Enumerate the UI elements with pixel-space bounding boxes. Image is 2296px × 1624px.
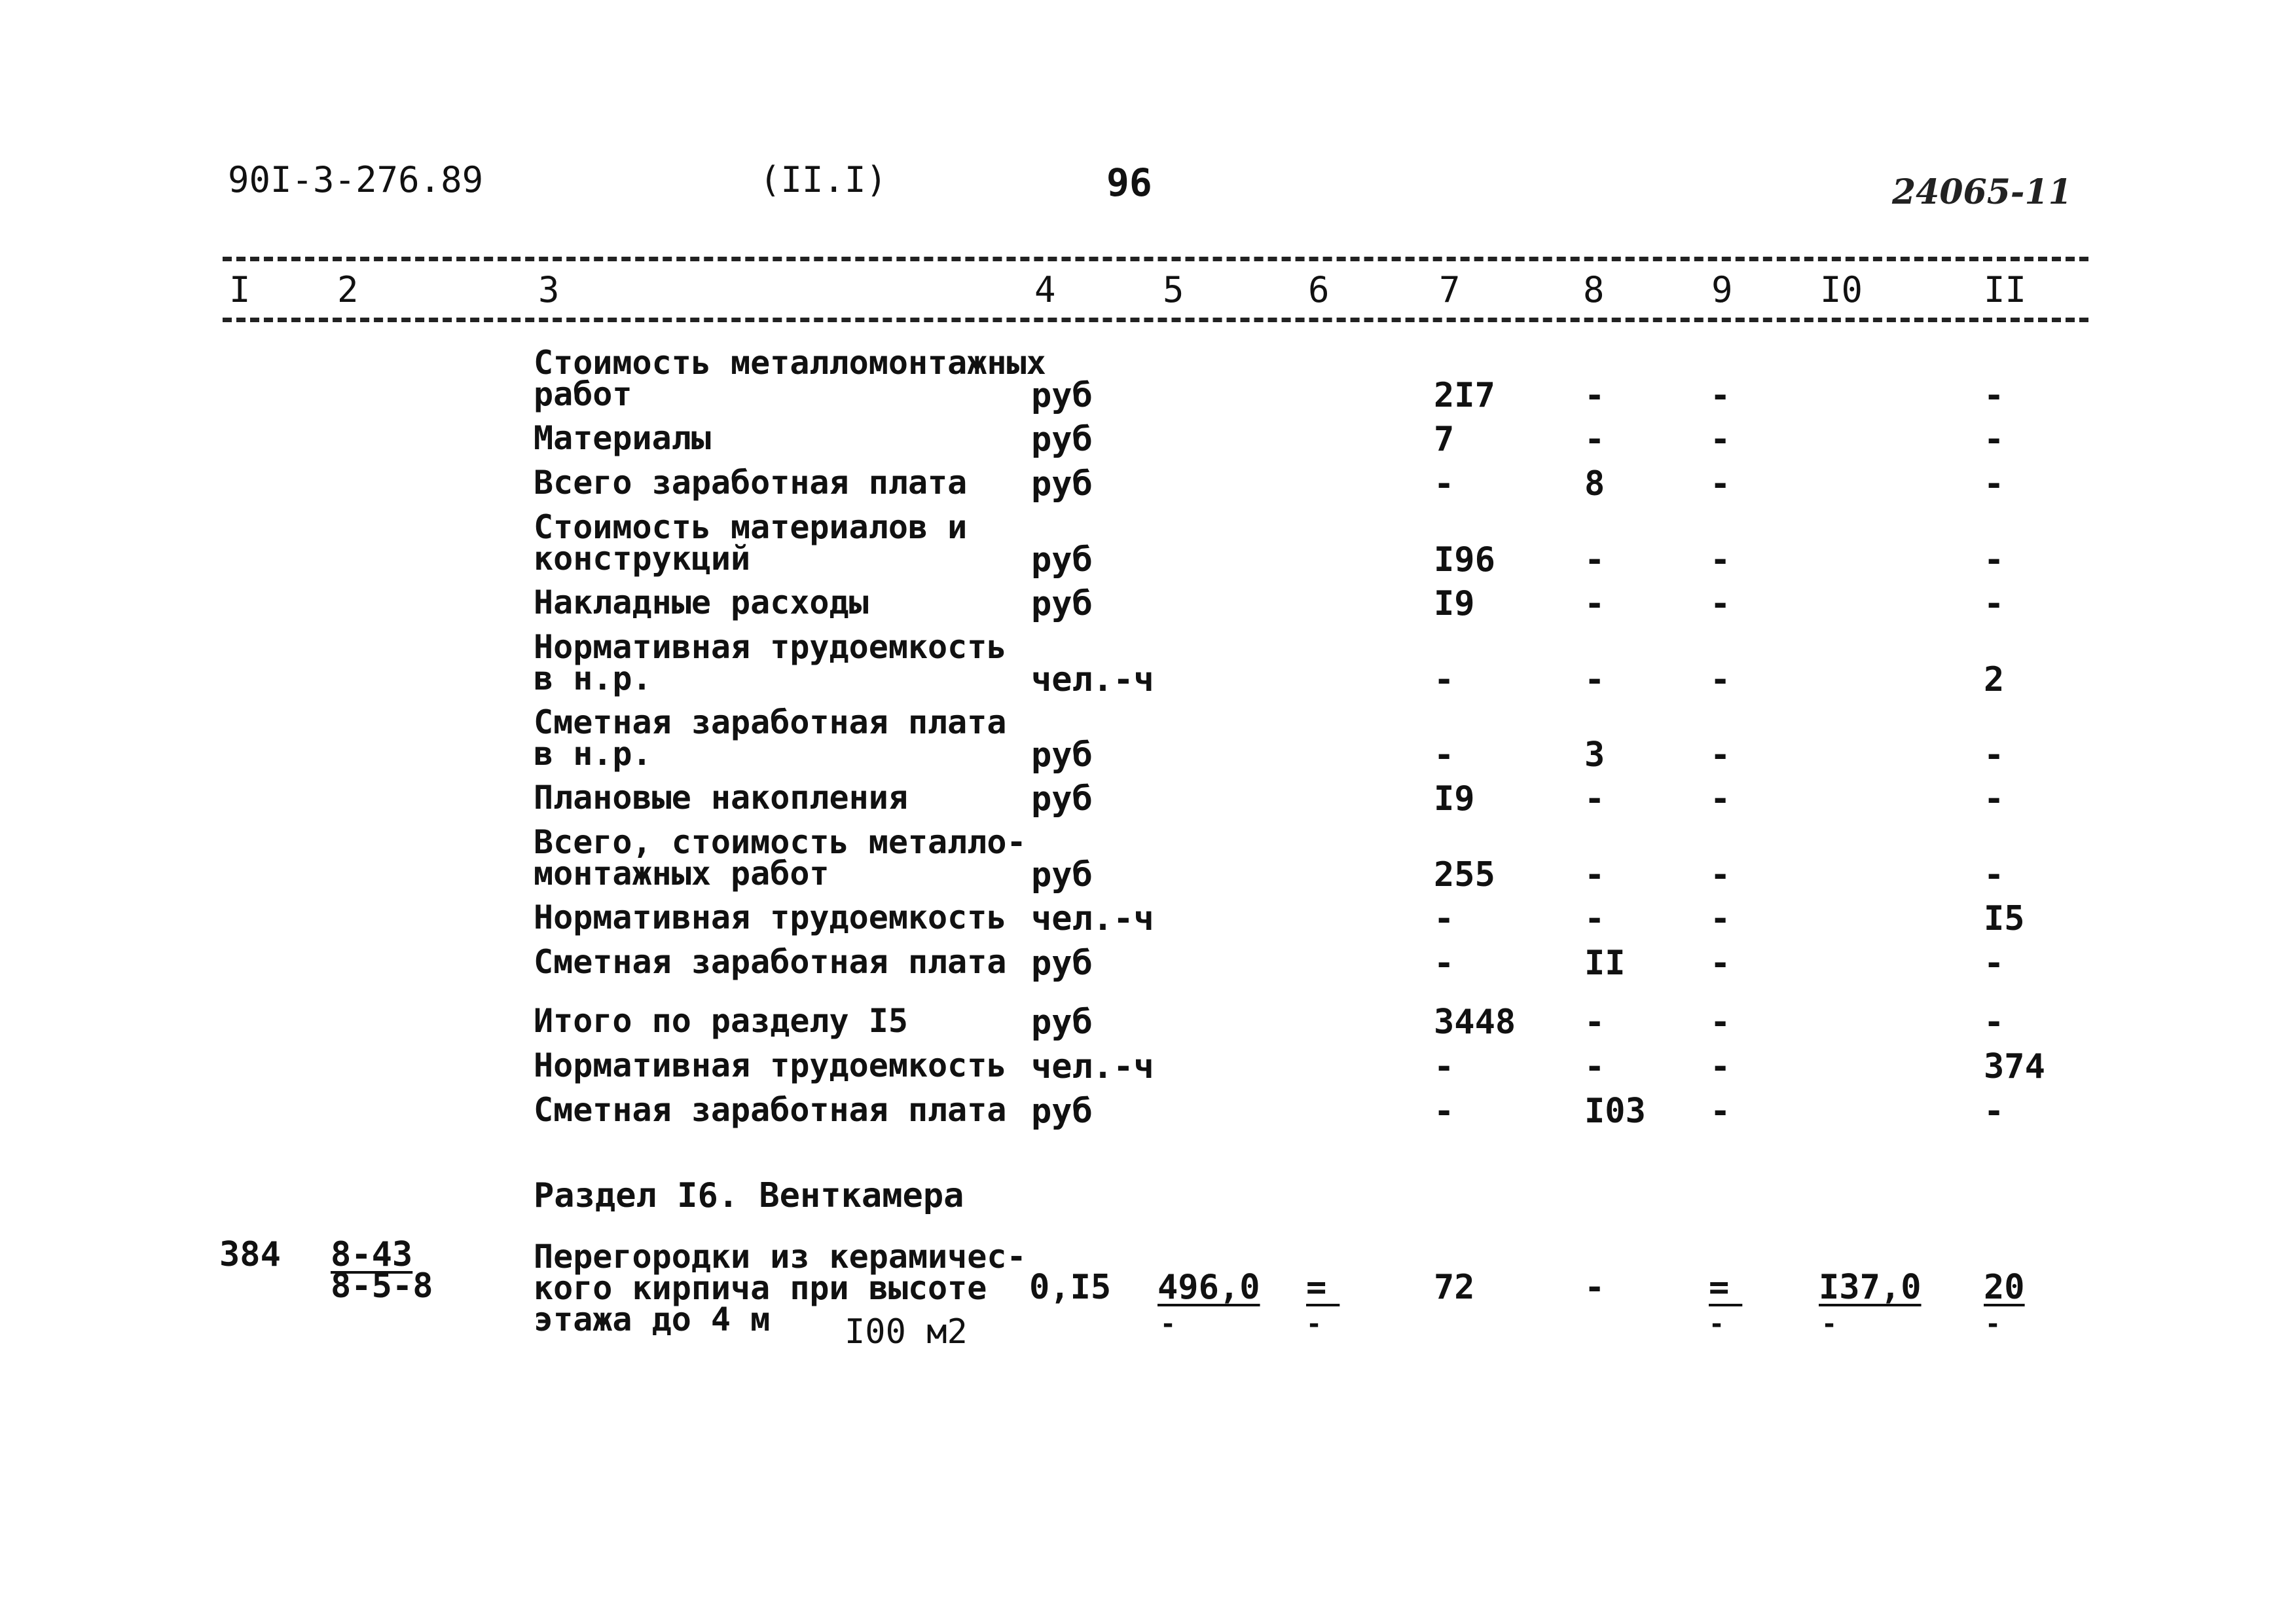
row-cell-c11: 374 bbox=[1984, 1047, 2045, 1086]
document-code: 90I-3-276.89 bbox=[228, 159, 484, 200]
row-cell-unit: руб bbox=[1031, 779, 1093, 819]
entry-col11-sub: - bbox=[1985, 1309, 2001, 1339]
entry-col10: I37,0 bbox=[1819, 1268, 1922, 1307]
entry-description-line-2: кого кирпича при высоте bbox=[534, 1269, 987, 1307]
row-cell-unit: чел.-ч bbox=[1031, 1047, 1154, 1086]
col-4: 4 bbox=[1034, 269, 1056, 310]
row-cell-c8: - bbox=[1584, 540, 1605, 580]
row-cell-unit: чел.-ч bbox=[1031, 660, 1154, 699]
header-bottom-rule bbox=[223, 318, 2088, 322]
row-description-line: Стоимость металломонтажных bbox=[534, 344, 1046, 382]
row-cell-c7: 3448 bbox=[1434, 1003, 1516, 1042]
row-description-line: монтажных работ bbox=[534, 855, 829, 893]
row-cell-c9: - bbox=[1710, 1003, 1731, 1042]
row-cell-unit: чел.-ч bbox=[1031, 899, 1154, 938]
section-title: Раздел I6. Венткамера bbox=[534, 1176, 964, 1215]
row-cell-c9: - bbox=[1710, 779, 1731, 819]
entry-code-primary: 8-43 bbox=[331, 1235, 413, 1274]
row-cell-c11: - bbox=[1984, 779, 2005, 819]
row-cell-unit: руб bbox=[1031, 944, 1093, 983]
row-cell-unit: руб bbox=[1031, 855, 1093, 895]
row-cell-c8: - bbox=[1584, 584, 1605, 623]
handwritten-number: 24065-11 bbox=[1892, 172, 2072, 212]
row-description-line: работ bbox=[534, 375, 632, 413]
row-cell-c8: II bbox=[1584, 944, 1626, 983]
row-description-line: Сметная заработная плата bbox=[534, 1091, 1007, 1129]
row-cell-c8: - bbox=[1584, 660, 1605, 699]
row-description-line: Нормативная трудоемкость bbox=[534, 628, 1007, 666]
row-cell-c9: - bbox=[1710, 855, 1731, 895]
entry-col5: 496,0 bbox=[1157, 1268, 1260, 1307]
entry-description-line-3: этажа до 4 м bbox=[534, 1301, 771, 1338]
row-cell-unit: руб bbox=[1031, 584, 1093, 623]
entry-col9: = bbox=[1709, 1268, 1743, 1307]
row-cell-c8: 8 bbox=[1584, 464, 1605, 504]
row-cell-c9: - bbox=[1710, 376, 1731, 415]
entry-col10-sub: - bbox=[1821, 1309, 1838, 1339]
row-cell-c8: - bbox=[1584, 1047, 1605, 1086]
row-cell-c11: - bbox=[1984, 944, 2005, 983]
row-description-line: Накладные расходы bbox=[534, 583, 869, 621]
row-cell-c7: 7 bbox=[1434, 420, 1455, 459]
row-cell-c7: 2I7 bbox=[1434, 376, 1495, 415]
col-5: 5 bbox=[1163, 269, 1184, 310]
row-cell-c9: - bbox=[1710, 584, 1731, 623]
row-cell-c8: 3 bbox=[1584, 735, 1605, 775]
row-cell-c9: - bbox=[1710, 944, 1731, 983]
row-description-line: Нормативная трудоемкость bbox=[534, 898, 1007, 936]
row-cell-unit: руб bbox=[1031, 540, 1093, 580]
row-cell-c9: - bbox=[1710, 899, 1731, 938]
row-cell-c11: - bbox=[1984, 420, 2005, 459]
entry-col6-sub: - bbox=[1306, 1309, 1322, 1339]
row-cell-c8: - bbox=[1584, 420, 1605, 459]
row-cell-c9: - bbox=[1710, 1092, 1731, 1131]
row-cell-c11: 2 bbox=[1984, 660, 2005, 699]
row-cell-c7: - bbox=[1434, 1047, 1455, 1086]
row-cell-c7: - bbox=[1434, 660, 1455, 699]
row-cell-c11: - bbox=[1984, 1092, 2005, 1131]
row-cell-c7: - bbox=[1434, 735, 1455, 775]
section-reference: (II.I) bbox=[759, 159, 888, 200]
col-6: 6 bbox=[1308, 269, 1330, 310]
row-description-line: Нормативная трудоемкость bbox=[534, 1046, 1007, 1084]
col-2: 2 bbox=[337, 269, 359, 310]
col-10: I0 bbox=[1820, 269, 1863, 310]
header-top-rule bbox=[223, 257, 2088, 261]
row-cell-c11: - bbox=[1984, 1003, 2005, 1042]
entry-quantity: 0,I5 bbox=[1029, 1268, 1112, 1307]
col-9: 9 bbox=[1711, 269, 1733, 310]
row-cell-c7: I96 bbox=[1434, 540, 1495, 580]
entry-col7: 72 bbox=[1434, 1268, 1475, 1307]
row-cell-c11: I5 bbox=[1984, 899, 2025, 938]
row-cell-c11: - bbox=[1984, 540, 2005, 580]
row-cell-c9: - bbox=[1710, 660, 1731, 699]
row-description-line: в н.р. bbox=[534, 659, 652, 697]
row-cell-c11: - bbox=[1984, 376, 2005, 415]
row-cell-c8: - bbox=[1584, 855, 1605, 895]
row-cell-c7: - bbox=[1434, 464, 1455, 504]
page-number: 96 bbox=[1106, 160, 1152, 205]
row-cell-c7: - bbox=[1434, 944, 1455, 983]
row-cell-c8: - bbox=[1584, 376, 1605, 415]
col-1: I bbox=[229, 269, 251, 310]
entry-col5-sub: - bbox=[1160, 1309, 1176, 1339]
entry-col6: = bbox=[1306, 1268, 1340, 1307]
row-cell-unit: руб bbox=[1031, 420, 1093, 459]
row-description-line: Сметная заработная плата bbox=[534, 943, 1007, 981]
row-cell-c7: - bbox=[1434, 899, 1455, 938]
row-cell-unit: руб bbox=[1031, 464, 1093, 504]
entry-description-line-1: Перегородки из керамичес- bbox=[534, 1238, 1027, 1276]
row-cell-c8: I03 bbox=[1584, 1092, 1646, 1131]
row-cell-c7: I9 bbox=[1434, 779, 1475, 819]
row-description-line: Итого по разделу I5 bbox=[534, 1002, 908, 1040]
row-cell-c7: I9 bbox=[1434, 584, 1475, 623]
entry-number: 384 bbox=[219, 1235, 281, 1274]
row-cell-unit: руб bbox=[1031, 735, 1093, 775]
entry-col9-sub: - bbox=[1709, 1309, 1725, 1339]
col-3: 3 bbox=[538, 269, 560, 310]
row-description-line: в н.р. bbox=[534, 735, 652, 773]
row-cell-c8: - bbox=[1584, 899, 1605, 938]
row-description-line: Всего заработная плата bbox=[534, 464, 968, 502]
row-cell-unit: руб bbox=[1031, 1092, 1093, 1131]
entry-col11: 20 bbox=[1984, 1268, 2025, 1307]
row-cell-c9: - bbox=[1710, 1047, 1731, 1086]
row-cell-unit: руб bbox=[1031, 1003, 1093, 1042]
col-8: 8 bbox=[1583, 269, 1605, 310]
row-description-line: Всего, стоимость металло- bbox=[534, 823, 1027, 861]
row-cell-c11: - bbox=[1984, 584, 2005, 623]
row-cell-c9: - bbox=[1710, 420, 1731, 459]
row-cell-c9: - bbox=[1710, 464, 1731, 504]
row-description-line: Стоимость материалов и bbox=[534, 508, 968, 546]
row-cell-c9: - bbox=[1710, 735, 1731, 775]
row-cell-c9: - bbox=[1710, 540, 1731, 580]
row-cell-c8: - bbox=[1584, 1003, 1605, 1042]
row-cell-c11: - bbox=[1984, 735, 2005, 775]
entry-col8: - bbox=[1584, 1268, 1605, 1307]
col-7: 7 bbox=[1439, 269, 1461, 310]
entry-unit: I00 м2 bbox=[845, 1312, 968, 1352]
entry-code-secondary: 8-5-8 bbox=[331, 1266, 433, 1306]
row-cell-c7: 255 bbox=[1434, 855, 1495, 895]
row-cell-c7: - bbox=[1434, 1092, 1455, 1131]
row-description-line: Сметная заработная плата bbox=[534, 703, 1007, 741]
row-description-line: Плановые накопления bbox=[534, 779, 908, 817]
row-cell-unit: руб bbox=[1031, 376, 1093, 415]
row-cell-c11: - bbox=[1984, 464, 2005, 504]
row-description-line: Материалы bbox=[534, 419, 711, 457]
col-11: II bbox=[1984, 269, 2027, 310]
row-description-line: конструкций bbox=[534, 540, 751, 578]
row-cell-c8: - bbox=[1584, 779, 1605, 819]
row-cell-c11: - bbox=[1984, 855, 2005, 895]
